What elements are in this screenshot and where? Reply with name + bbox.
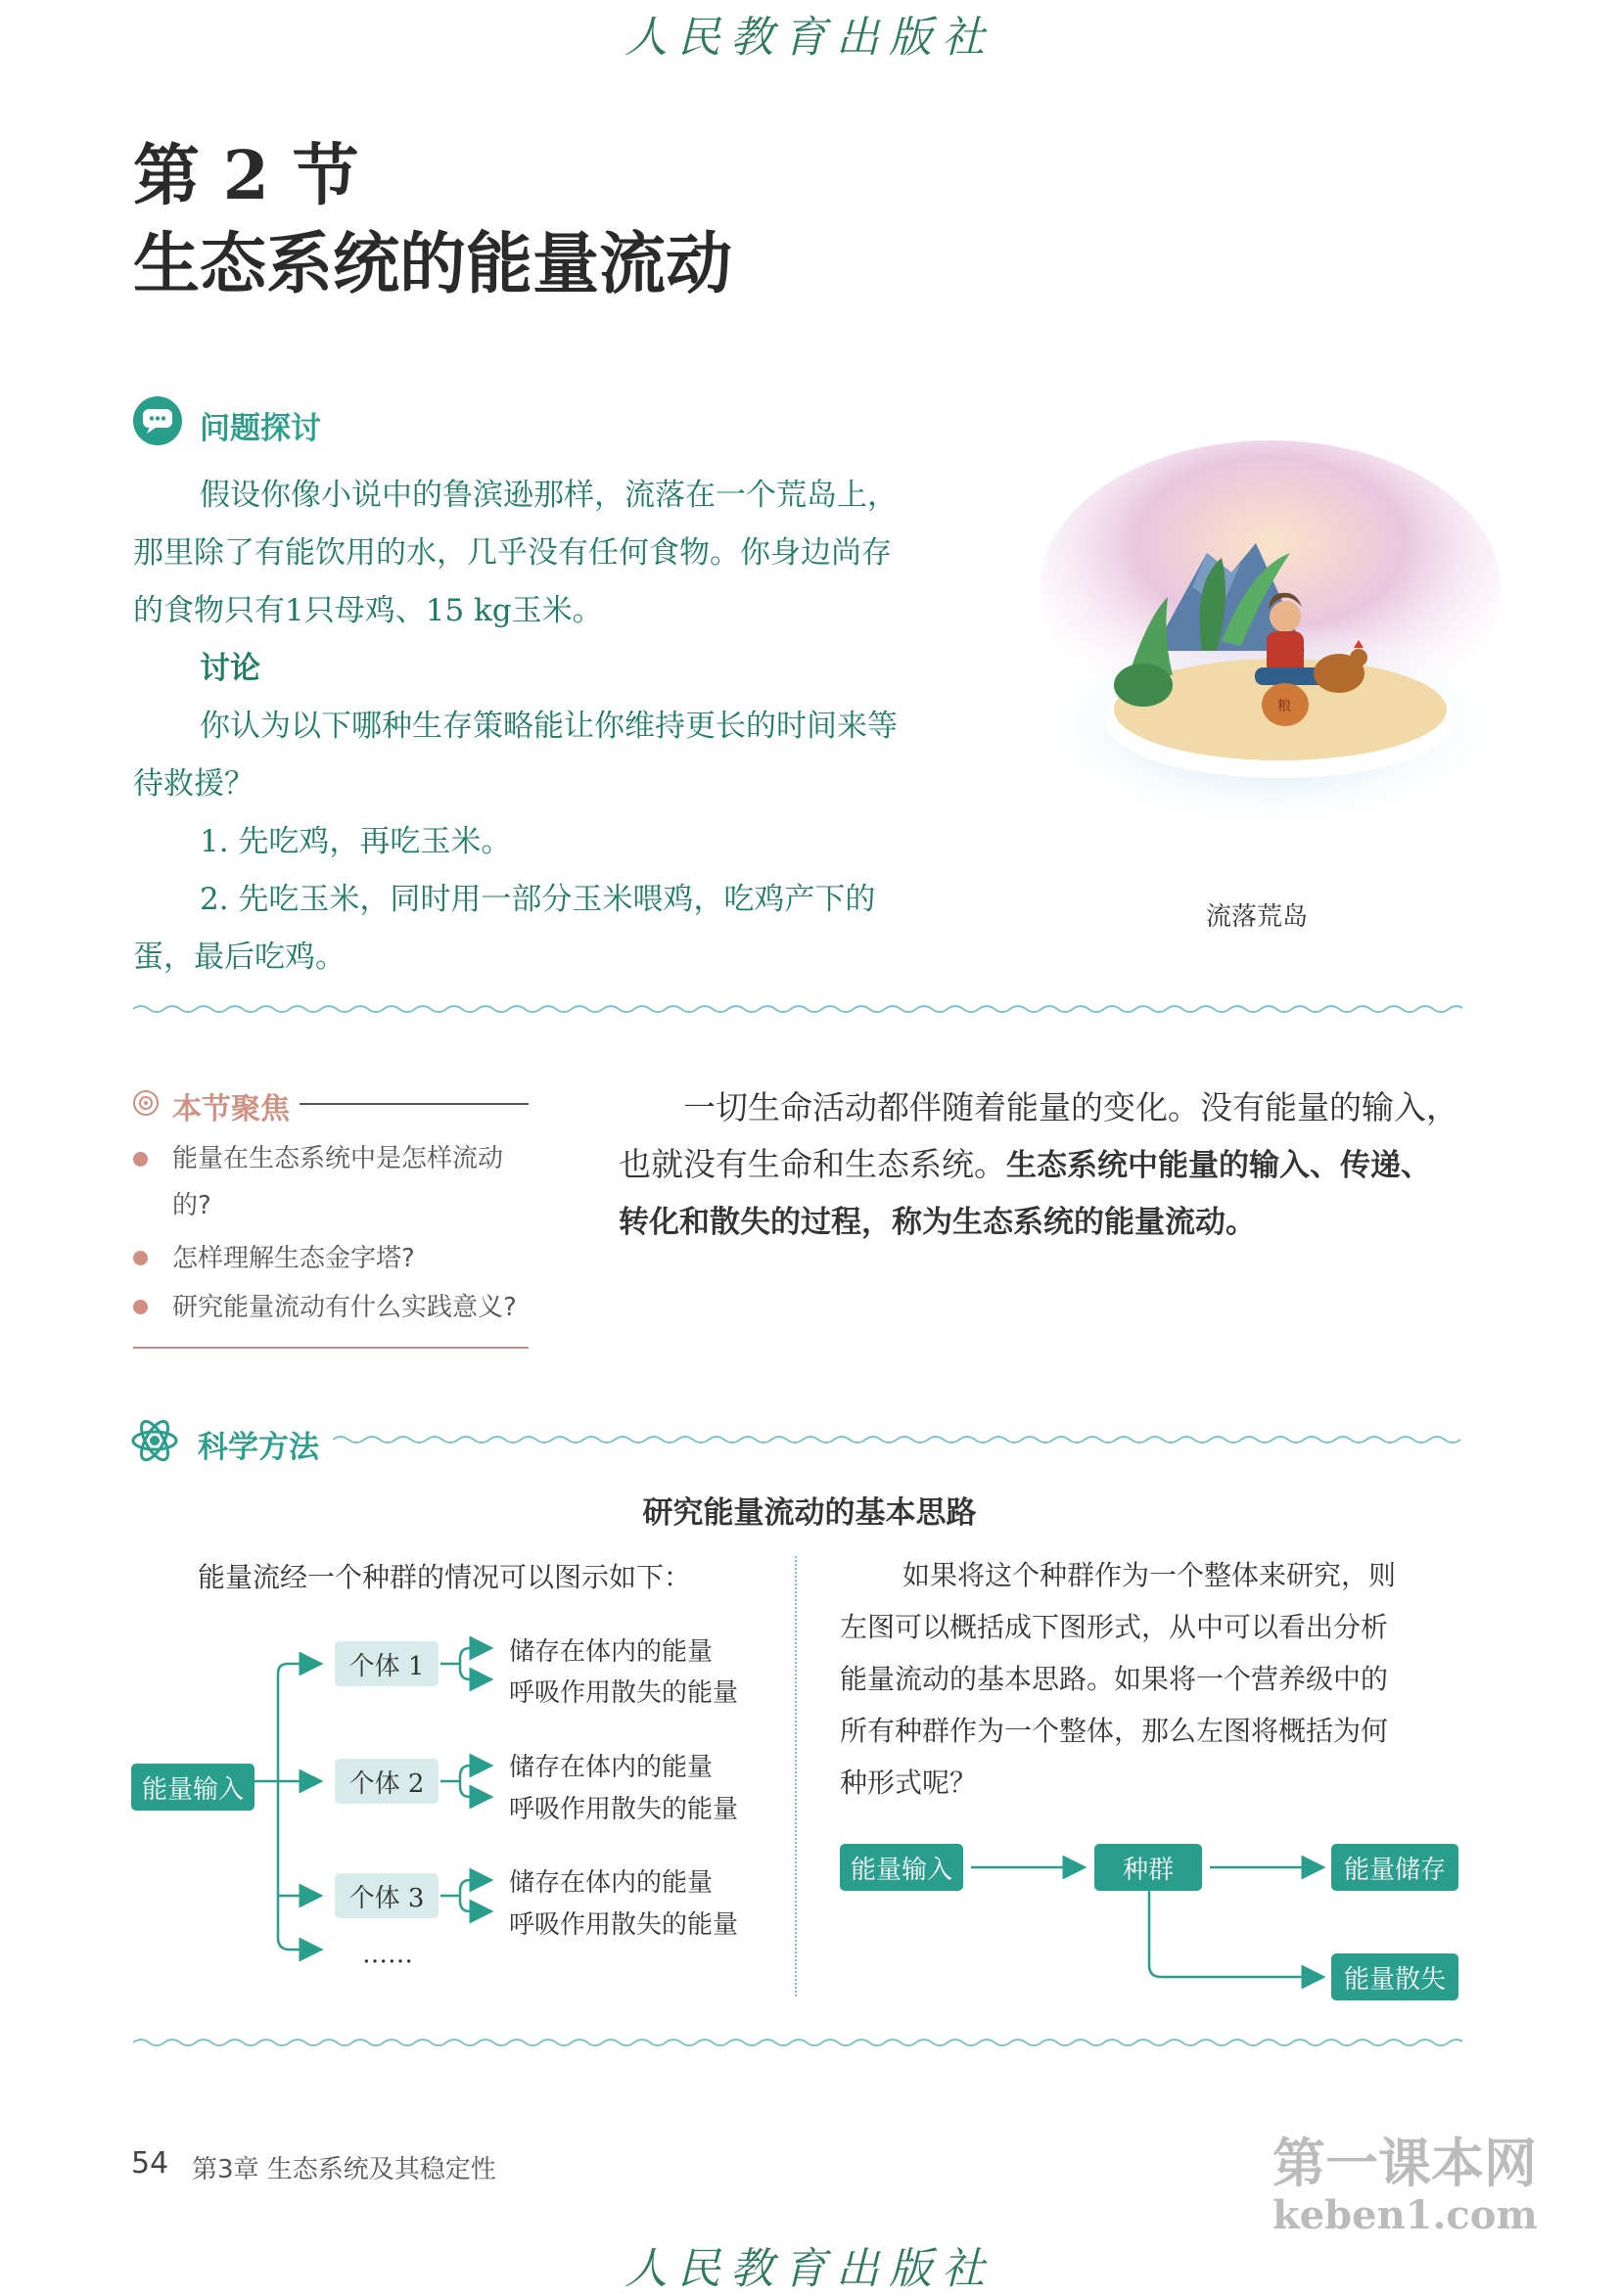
method-title: 研究能量流动的基本思路 [642, 1495, 977, 1531]
image-caption: 流落荒岛 [1206, 902, 1309, 932]
energy-input-box-2: 能量输入 [840, 1844, 963, 1891]
option-1: 1. 先吃鸡，再吃玉米。 [200, 824, 512, 859]
section-number: 第 2 节 [133, 137, 359, 215]
problem-text [133, 467, 995, 987]
intro-line2-plain: 也就没有生命和生态系统。 [619, 1145, 1006, 1183]
right-para-line4: 所有种群作为一个整体，那么左图将概括为何 [840, 1715, 1389, 1747]
intro-line2-bold: 生态系统中能量的输入、传递、 [1006, 1148, 1431, 1183]
focus-header-rule [300, 1103, 529, 1105]
energy-input-box: 能量输入 [131, 1764, 254, 1811]
discuss-label: 讨论 [200, 651, 260, 686]
intro-paragraph [619, 1079, 1470, 1251]
method-header: 科学方法 [198, 1430, 319, 1465]
wave-header-rule [333, 1433, 1462, 1446]
focus-item-1-line1: 能量在生态系统中是怎样流动 [172, 1144, 504, 1173]
chapter-label: 第3章 生态系统及其稳定性 [192, 2155, 496, 2184]
column-divider [795, 1556, 797, 1997]
focus-header: 本节聚焦 [172, 1092, 290, 1126]
chat-bubble-icon [133, 396, 182, 445]
population-box: 种群 [1094, 1844, 1202, 1891]
focus-item-1-line2: 的? [172, 1191, 211, 1220]
focus-item-3: 研究能量流动有什么实践意义? [172, 1293, 517, 1322]
intro-line2 [619, 1136, 1470, 1194]
watermark-url: keben1.com [1272, 2192, 1538, 2238]
more-individuals-ellipsis: …… [362, 1940, 413, 1969]
focus-bullet-3 [133, 1300, 148, 1314]
section-title: 生态系统的能量流动 [133, 225, 733, 303]
individual-2-box: 个体 2 [335, 1759, 439, 1804]
right-para-line3: 能量流动的基本思路。如果将一个营养级中的 [840, 1663, 1389, 1695]
watermark-title: 第一课本网 [1272, 2133, 1537, 2194]
problem-header: 问题探讨 [200, 411, 321, 446]
right-para-line2: 左图可以概括成下图形式，从中可以看出分析 [840, 1611, 1389, 1643]
publisher-logo-top: 人民教育出版社 [624, 13, 995, 63]
wave-divider-1 [133, 1002, 1462, 1016]
publisher-logo-bottom: 人民教育出版社 [624, 2244, 995, 2294]
problem-para-line1: 假设你像小说中的鲁滨逊那样，流落在一个荒岛上， [200, 478, 898, 513]
individual-3-stored: 储存在体内的能量 [509, 1868, 714, 1898]
question-line1: 你认为以下哪种生存策略能让你维持更长的时间来等 [200, 709, 898, 744]
focus-item-2: 怎样理解生态金字塔? [172, 1244, 415, 1273]
energy-loss-box: 能量散失 [1331, 1953, 1458, 2000]
individual-1-stored: 储存在体内的能量 [509, 1637, 714, 1667]
wave-divider-2 [133, 2036, 1462, 2049]
right-para-line1: 如果将这个种群作为一个整体来研究，则 [902, 1559, 1397, 1591]
energy-storage-box: 能量储存 [1331, 1844, 1458, 1891]
island-illustration [1036, 440, 1505, 827]
intro-line3: 转化和散失的过程，称为生态系统的能量流动。 [619, 1205, 1256, 1240]
svg-text:粮: 粮 [1277, 699, 1291, 714]
option-2-line1: 2. 先吃玉米，同时用一部分玉米喂鸡，吃鸡产下的 [200, 882, 876, 917]
individual-2-stored: 储存在体内的能量 [509, 1753, 714, 1782]
intro-line1: 一切生命活动都伴随着能量的变化。没有能量的输入， [683, 1088, 1458, 1126]
focus-item-1 [172, 1135, 534, 1229]
problem-para-line3: 的食物只有1只母鸡、15 kg玉米。 [133, 593, 603, 628]
individual-3-box: 个体 3 [335, 1873, 439, 1918]
right-paragraph [840, 1549, 1466, 1809]
left-intro: 能量流经一个种群的情况可以图示如下： [198, 1561, 692, 1593]
page-number: 54 [131, 2146, 169, 2181]
target-icon [131, 1088, 161, 1118]
individual-1-respired: 呼吸作用散失的能量 [509, 1678, 739, 1708]
individual-1-box: 个体 1 [335, 1641, 439, 1686]
right-para-line5: 种形式呢？ [840, 1767, 978, 1799]
atom-icon [129, 1415, 180, 1466]
focus-bullet-2 [133, 1251, 148, 1265]
problem-para-line2: 那里除了有能饮用的水，几乎没有任何食物。你身边尚存 [133, 535, 892, 571]
focus-bullet-1 [133, 1152, 148, 1167]
option-2-line2: 蛋，最后吃鸡。 [133, 940, 346, 975]
individual-3-respired: 呼吸作用散失的能量 [509, 1910, 739, 1940]
question-line2: 待救援？ [133, 766, 254, 802]
focus-bottom-rule [133, 1347, 529, 1349]
individual-2-respired: 呼吸作用散失的能量 [509, 1795, 739, 1824]
